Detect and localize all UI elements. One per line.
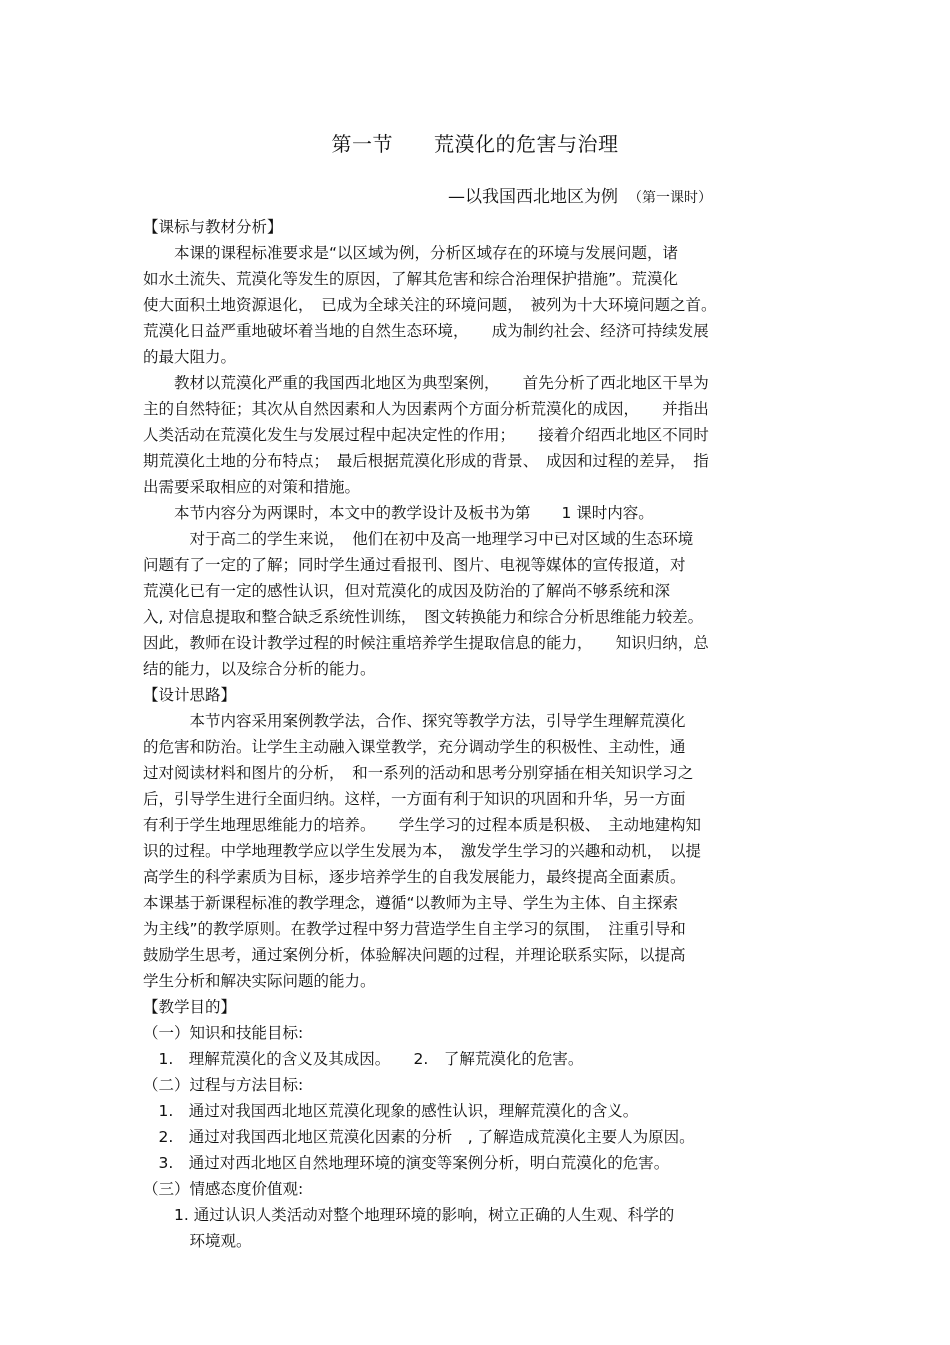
text-line: 期荒漠化土地的分布特点； 最后根据荒漠化形成的背景、 成因和过程的差异， 指 [143,452,709,470]
text-line: 环境观。 [143,1232,252,1250]
text-line: 高学生的科学素质为目标，逐步培养学生的自我发展能力，最终提高全面素质。 [143,868,686,886]
text-line: 入, 对信息提取和整合缺乏系统性训练， 图文转换能力和综合分析思维能力较差。 [143,608,704,626]
text-line: 识的过程。中学地理教学应以学生发展为本， 激发学生学习的兴趣和动机， 以提 [143,842,702,860]
document-subtitle [448,182,712,207]
text-line: 结的能力，以及综合分析的能力。 [143,660,376,678]
text-line: 鼓励学生思考，通过案例分析，体验解决问题的过程，并理论联系实际，以提高 [143,946,686,964]
text-line: 出需要采取相应的对策和措施。 [143,478,361,496]
text-line: 3. 通过对西北地区自然地理环境的演变等案例分析，明白荒漠化的危害。 [143,1154,670,1172]
text-line: 如水土流失、荒漠化等发生的原因，了解其危害和综合治理保护措施”。荒漠化 [143,270,679,288]
text-line: 【课标与教材分析】 [143,218,283,236]
text-line: 主的自然特征；其次从自然因素和人为因素两个方面分析荒漠化的成因， 并指出 [143,400,709,418]
text-line: 因此，教师在设计教学过程的时候注重培养学生提取信息的能力， 知识归纳，总 [143,634,709,652]
text-line: 的最大阻力。 [143,348,237,366]
text-line: 问题有了一定的了解；同时学生通过看报刊、图片、电视等媒体的宣传报道，对 [143,556,686,574]
text-line: 荒漠化日益严重地破坏着当地的自然生态环境， 成为制约社会、经济可持续发展 [143,322,709,340]
text-line: 后，引导学生进行全面归纳。这样，一方面有利于知识的巩固和升华，另一方面 [143,790,686,808]
text-line: 过对阅读材料和图片的分析， 和一系列的活动和思考分别穿插在相关知识学习之 [143,764,694,782]
text-line: 教材以荒漠化严重的我国西北地区为典型案例， 首先分析了西北地区干旱为 [143,374,709,392]
text-line: 对于高二的学生来说， 他们在初中及高一地理学习中已对区域的生态环境 [143,530,694,548]
text-line: 【教学目的】 [143,998,237,1016]
text-line: 人类活动在荒漠化发生与发展过程中起决定性的作用； 接着介绍西北地区不同时 [143,426,709,444]
text-line: 荒漠化已有一定的感性认识，但对荒漠化的成因及防治的了解尚不够系统和深 [143,582,671,600]
document-title: 第一节 荒漠化的危害与治理 [331,132,619,156]
text-line: 1. 通过认识人类活动对整个地理环境的影响，树立正确的人生观、科学的 [143,1206,675,1224]
document-body [143,214,823,1254]
text-line: 使大面积土地资源退化， 已成为全球关注的环境问题， 被列为十大环境问题之首。 [143,296,717,314]
subtitle-main: —以我国西北地区为例 [448,187,618,207]
text-line: 1. 理解荒漠化的含义及其成因。 2. 了解荒漠化的危害。 [143,1050,584,1068]
text-line: 为主线”的教学原则。在教学过程中努力营造学生自主学习的氛围， 注重引导和 [143,920,686,938]
text-line: （一）知识和技能目标: [143,1024,304,1042]
text-line: 本节内容采用案例教学法，合作、探究等教学方法，引导学生理解荒漠化 [143,712,686,730]
text-line: 本课的课程标准要求是“以区域为例，分析区域存在的环境与发展问题，诸 [143,244,679,262]
text-line: 1. 通过对我国西北地区荒漠化现象的感性认识，理解荒漠化的含义。 [143,1102,639,1120]
subtitle-note: （第一课时） [628,190,712,206]
text-line: 学生分析和解决实际问题的能力。 [143,972,376,990]
text-line: 的危害和防治。让学生主动融入课堂教学，充分调动学生的积极性、主动性，通 [143,738,686,756]
text-line: 2. 通过对我国西北地区荒漠化因素的分析 , 了解造成荒漠化主要人为原因。 [143,1128,695,1146]
text-line: （二）过程与方法目标: [143,1076,304,1094]
text-line: （三）情感态度价值观: [143,1180,304,1198]
text-line: 本课基于新课程标准的教学理念，遵循“以教师为主导、学生为主体、自主探索 [143,894,679,912]
text-line: 本节内容分为两课时，本文中的教学设计及板书为第 1 课时内容。 [143,504,654,522]
text-line: 有利于学生地理思维能力的培养。 学生学习的过程本质是积极、 主动地建构知 [143,816,702,834]
text-line: 【设计思路】 [143,686,237,704]
